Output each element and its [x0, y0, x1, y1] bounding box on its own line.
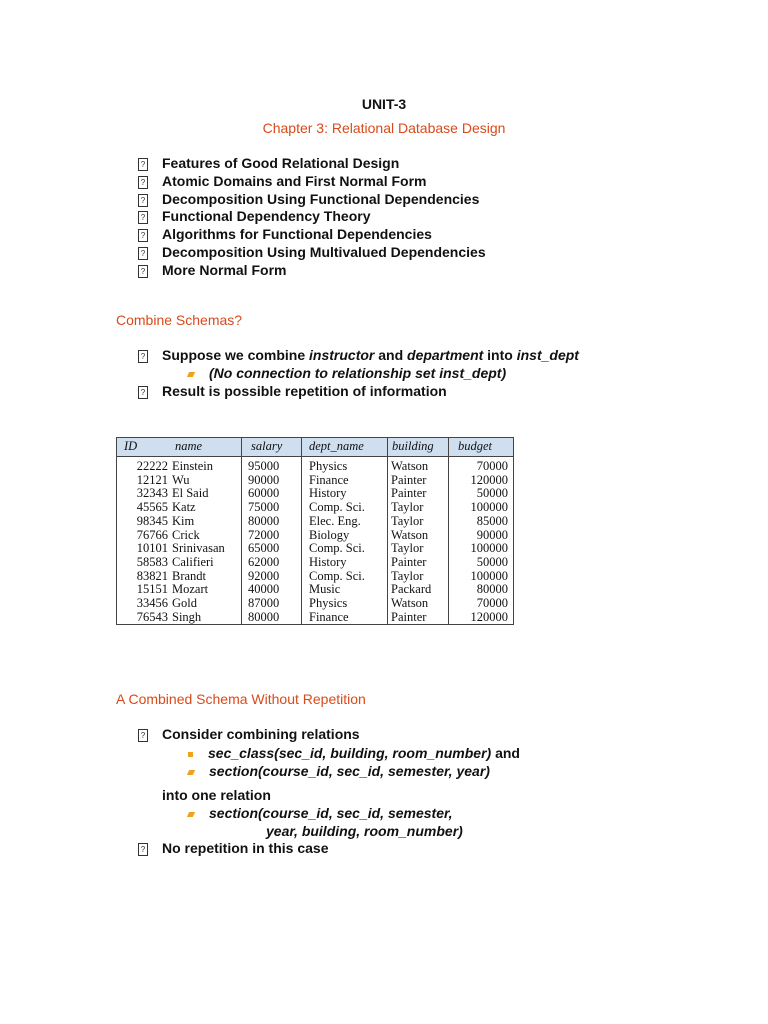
table-cell: 22222: [136, 459, 168, 473]
missing-glyph-icon: ?: [138, 247, 148, 260]
table-cell: Gold: [172, 596, 197, 610]
table-cell: Physics: [309, 596, 348, 610]
missing-glyph-icon: ?: [138, 729, 148, 742]
table-cell: 80000: [248, 609, 280, 624]
table-cell: 98345: [136, 513, 168, 528]
table-cell: 76543: [136, 609, 168, 624]
table-cell: 60000: [248, 486, 280, 501]
table-cell: Califieri: [172, 554, 214, 569]
table-cell: Watson: [391, 527, 429, 542]
inst-dept-table: [116, 437, 514, 625]
table-cell: Painter: [391, 486, 427, 501]
table-cell: 87000: [248, 596, 280, 610]
table-cell: History: [309, 554, 347, 569]
table-cell: 100000: [470, 541, 508, 556]
table-cell: Physics: [309, 459, 348, 473]
column-divider: [448, 438, 449, 624]
table-cell: 83821: [136, 568, 168, 583]
table-cell: Taylor: [391, 541, 424, 556]
table-cell: 90000: [248, 472, 280, 487]
sub-item: (No connection to relationship set inst_dept): [188, 365, 506, 381]
table-cell: 65000: [248, 541, 280, 556]
sub-item: section(course_id, sec_id, semester,: [188, 805, 453, 821]
combined-list-2: [137, 840, 328, 858]
dash-bullet-icon: [187, 770, 195, 775]
table-cell: Brandt: [172, 568, 207, 583]
sub-item: sec_class(sec_id, building, room_number) and: [188, 745, 520, 761]
table-cell: 58583: [136, 554, 168, 569]
table-cell: Srinivasan: [172, 541, 225, 556]
missing-glyph-icon: ?: [138, 386, 148, 399]
list-item: ? Features of Good Relational Design: [137, 155, 486, 173]
table-cell: 32343: [136, 486, 168, 501]
missing-glyph-icon: ?: [138, 158, 148, 171]
table-cell: 62000: [248, 554, 280, 569]
table-cell: Comp. Sci.: [309, 568, 365, 583]
column-header: building: [392, 439, 434, 453]
table-cell: Comp. Sci.: [309, 500, 365, 515]
table-cell: Katz: [172, 500, 196, 515]
table-cell: Finance: [309, 609, 349, 624]
table-cell: Wu: [172, 472, 190, 487]
table-cell: 33456: [136, 596, 168, 610]
list-item: ? Decomposition Using Multivalued Dependencies: [137, 244, 486, 262]
list-item: ? Result is possible repetition of information: [137, 383, 447, 401]
table-cell: 40000: [248, 582, 280, 597]
table-cell: 80000: [476, 582, 508, 597]
table-cell: Painter: [391, 609, 427, 624]
missing-glyph-icon: ?: [138, 194, 148, 207]
list-item: ? More Normal Form: [137, 262, 486, 280]
chapter-title: Chapter 3: Relational Database Design: [262, 120, 506, 136]
table-cell: Einstein: [172, 459, 213, 473]
table-cell: Crick: [172, 527, 200, 542]
table-cell: 80000: [248, 513, 280, 528]
table-cell: Taylor: [391, 568, 424, 583]
missing-glyph-icon: ?: [138, 229, 148, 242]
table-cell: 120000: [470, 609, 508, 624]
table-cell: 45565: [136, 500, 168, 515]
column-header: salary: [251, 439, 283, 453]
missing-glyph-icon: ?: [138, 350, 148, 363]
table-cell: 50000: [476, 554, 508, 569]
list-item: ? Decomposition Using Functional Dependencies: [137, 191, 486, 209]
table-cell: Taylor: [391, 500, 424, 515]
table-cell: Elec. Eng.: [309, 513, 361, 528]
column-header: dept_name: [309, 439, 364, 453]
table-cell: Biology: [309, 527, 350, 542]
table-cell: 76766: [136, 527, 168, 542]
list-item: ? Atomic Domains and First Normal Form: [137, 173, 486, 191]
table-cell: Kim: [172, 513, 195, 528]
missing-glyph-icon: ?: [138, 843, 148, 856]
list-item: ? Functional Dependency Theory: [137, 208, 486, 226]
column-header: ID: [124, 439, 138, 453]
section-heading-combine-schemas: Combine Schemas?: [116, 312, 243, 328]
table-cell: Watson: [391, 459, 429, 473]
dash-bullet-icon: [187, 372, 195, 377]
table-cell: 15151: [136, 582, 168, 597]
table-cell: 70000: [476, 459, 508, 473]
unit-title: UNIT-3: [361, 96, 407, 112]
column-header: budget: [458, 439, 493, 453]
table-cell: 95000: [248, 459, 280, 473]
table-cell: Comp. Sci.: [309, 541, 365, 556]
combine-list-2: [137, 383, 447, 401]
table-cell: 75000: [248, 500, 280, 515]
missing-glyph-icon: ?: [138, 211, 148, 224]
square-bullet-icon: [188, 752, 193, 757]
list-item: ? Algorithms for Functional Dependencies: [137, 226, 486, 244]
table-cell: Packard: [391, 582, 432, 597]
table-cell: Mozart: [172, 582, 209, 597]
table-cell: 12121: [136, 472, 168, 487]
combined-list: [137, 726, 360, 744]
table-cell: 70000: [476, 596, 508, 610]
list-item: ? Suppose we combine instructor and department into inst_dept: [137, 347, 579, 365]
table-cell: 90000: [476, 527, 508, 542]
table-cell: Painter: [391, 472, 427, 487]
table-cell: Finance: [309, 472, 349, 487]
topics-list: [137, 155, 486, 280]
column-header: name: [175, 439, 203, 453]
table-cell: 100000: [470, 568, 508, 583]
table-cell: Singh: [172, 609, 202, 624]
sub-item: section(course_id, sec_id, semester, year): [188, 763, 490, 779]
missing-glyph-icon: ?: [138, 176, 148, 189]
table-cell: 92000: [248, 568, 280, 583]
list-item: ? Consider combining relations: [137, 726, 360, 744]
section-heading-combined-schema: A Combined Schema Without Repetition: [116, 691, 366, 707]
table-cell: Music: [309, 582, 341, 597]
dash-bullet-icon: [187, 812, 195, 817]
combine-list: [137, 347, 579, 365]
table-cell: Taylor: [391, 513, 424, 528]
table-cell: 72000: [248, 527, 280, 542]
table-cell: History: [309, 486, 347, 501]
into-text: into one relation: [162, 787, 271, 803]
table-cell: 120000: [470, 472, 508, 487]
table-cell: 50000: [476, 486, 508, 501]
table-cell: El Said: [172, 486, 209, 501]
table-cell: Watson: [391, 596, 429, 610]
list-item: ? No repetition in this case: [137, 840, 328, 858]
table-cell: 100000: [470, 500, 508, 515]
sub-item-continuation: year, building, room_number): [266, 823, 463, 839]
table-cell: 85000: [476, 513, 508, 528]
missing-glyph-icon: ?: [138, 265, 148, 278]
table-cell: 10101: [136, 541, 168, 556]
table-cell: Painter: [391, 554, 427, 569]
